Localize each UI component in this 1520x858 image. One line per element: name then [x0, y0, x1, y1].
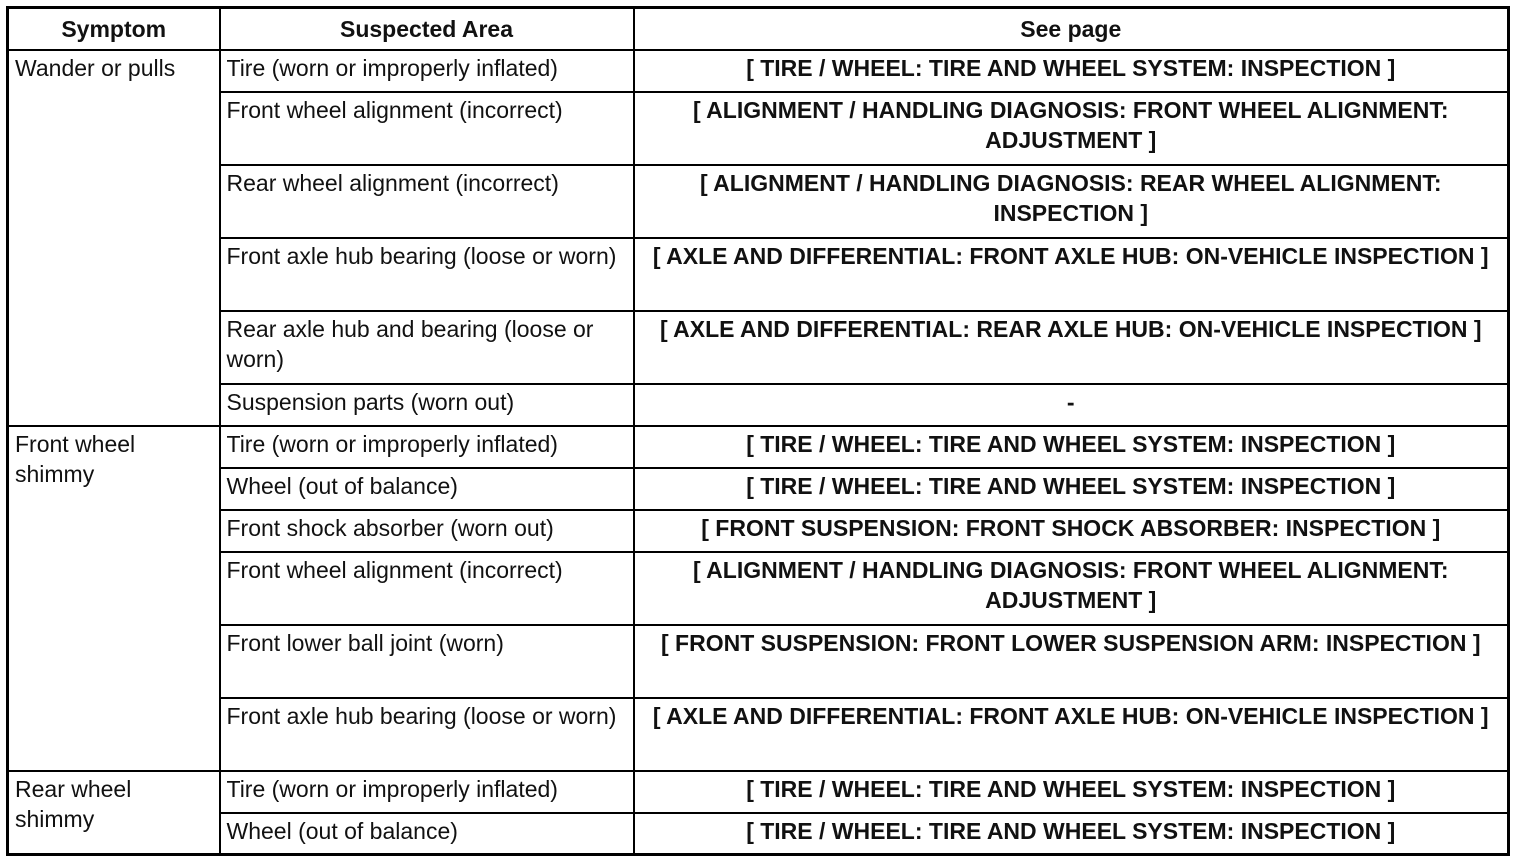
table-row [8, 771, 1509, 813]
suspected-area-cell: Wheel (out of balance) [220, 468, 634, 510]
table-row [8, 165, 1509, 238]
suspected-area-cell: Front lower ball joint (worn) [220, 625, 634, 698]
header-row [8, 8, 1509, 50]
see-page-link[interactable]: [ ALIGNMENT / HANDLING DIAGNOSIS: FRONT WHEEL ALIGNMENT: ADJUSTMENT ] [634, 552, 1509, 625]
table-row [8, 238, 1509, 311]
see-page-link[interactable]: [ AXLE AND DIFFERENTIAL: REAR AXLE HUB: ON-VEHICLE INSPECTION ] [634, 311, 1509, 384]
see-page-cell: - [634, 384, 1509, 426]
table-row [8, 311, 1509, 384]
see-page-link[interactable]: [ ALIGNMENT / HANDLING DIAGNOSIS: FRONT WHEEL ALIGNMENT: ADJUSTMENT ] [634, 92, 1509, 165]
suspected-area-cell: Front axle hub bearing (loose or worn) [220, 238, 634, 311]
suspected-area-cell: Rear axle hub and bearing (loose or worn) [220, 311, 634, 384]
see-page-link[interactable]: [ TIRE / WHEEL: TIRE AND WHEEL SYSTEM: INSPECTION ] [634, 771, 1509, 813]
see-page-link[interactable]: [ TIRE / WHEEL: TIRE AND WHEEL SYSTEM: INSPECTION ] [634, 50, 1509, 92]
see-page-link[interactable]: [ FRONT SUSPENSION: FRONT SHOCK ABSORBER: INSPECTION ] [634, 510, 1509, 552]
suspected-area-cell: Suspension parts (worn out) [220, 384, 634, 426]
table-row [8, 813, 1509, 855]
see-page-link[interactable]: [ TIRE / WHEEL: TIRE AND WHEEL SYSTEM: INSPECTION ] [634, 426, 1509, 468]
symptom-cell: Front wheel shimmy [8, 426, 220, 771]
suspected-area-cell: Rear wheel alignment (incorrect) [220, 165, 634, 238]
table-row [8, 468, 1509, 510]
suspected-area-cell: Front axle hub bearing (loose or worn) [220, 698, 634, 771]
see-page-link[interactable]: [ FRONT SUSPENSION: FRONT LOWER SUSPENSION ARM: INSPECTION ] [634, 625, 1509, 698]
table-row [8, 510, 1509, 552]
suspected-area-cell: Front wheel alignment (incorrect) [220, 552, 634, 625]
table-row [8, 92, 1509, 165]
table-row [8, 625, 1509, 698]
symptom-cell: Wander or pulls [8, 50, 220, 426]
suspected-area-cell: Tire (worn or improperly inflated) [220, 426, 634, 468]
see-page-link[interactable]: [ TIRE / WHEEL: TIRE AND WHEEL SYSTEM: INSPECTION ] [634, 813, 1509, 855]
header-see-page: See page [634, 8, 1509, 50]
see-page-link[interactable]: [ AXLE AND DIFFERENTIAL: FRONT AXLE HUB: ON-VEHICLE INSPECTION ] [634, 238, 1509, 311]
table-row [8, 426, 1509, 468]
suspected-area-cell: Tire (worn or improperly inflated) [220, 771, 634, 813]
table-row [8, 384, 1509, 426]
see-page-link[interactable]: [ TIRE / WHEEL: TIRE AND WHEEL SYSTEM: INSPECTION ] [634, 468, 1509, 510]
table-row [8, 50, 1509, 92]
suspected-area-cell: Front wheel alignment (incorrect) [220, 92, 634, 165]
symptom-table [6, 6, 1510, 856]
header-symptom: Symptom [8, 8, 220, 50]
suspected-area-cell: Front shock absorber (worn out) [220, 510, 634, 552]
symptom-cell: Rear wheel shimmy [8, 771, 220, 855]
suspected-area-cell: Tire (worn or improperly inflated) [220, 50, 634, 92]
see-page-link[interactable]: [ AXLE AND DIFFERENTIAL: FRONT AXLE HUB: ON-VEHICLE INSPECTION ] [634, 698, 1509, 771]
suspected-area-cell: Wheel (out of balance) [220, 813, 634, 855]
header-suspected-area: Suspected Area [220, 8, 634, 50]
table-row [8, 698, 1509, 771]
see-page-link[interactable]: [ ALIGNMENT / HANDLING DIAGNOSIS: REAR WHEEL ALIGNMENT: INSPECTION ] [634, 165, 1509, 238]
table-row [8, 552, 1509, 625]
